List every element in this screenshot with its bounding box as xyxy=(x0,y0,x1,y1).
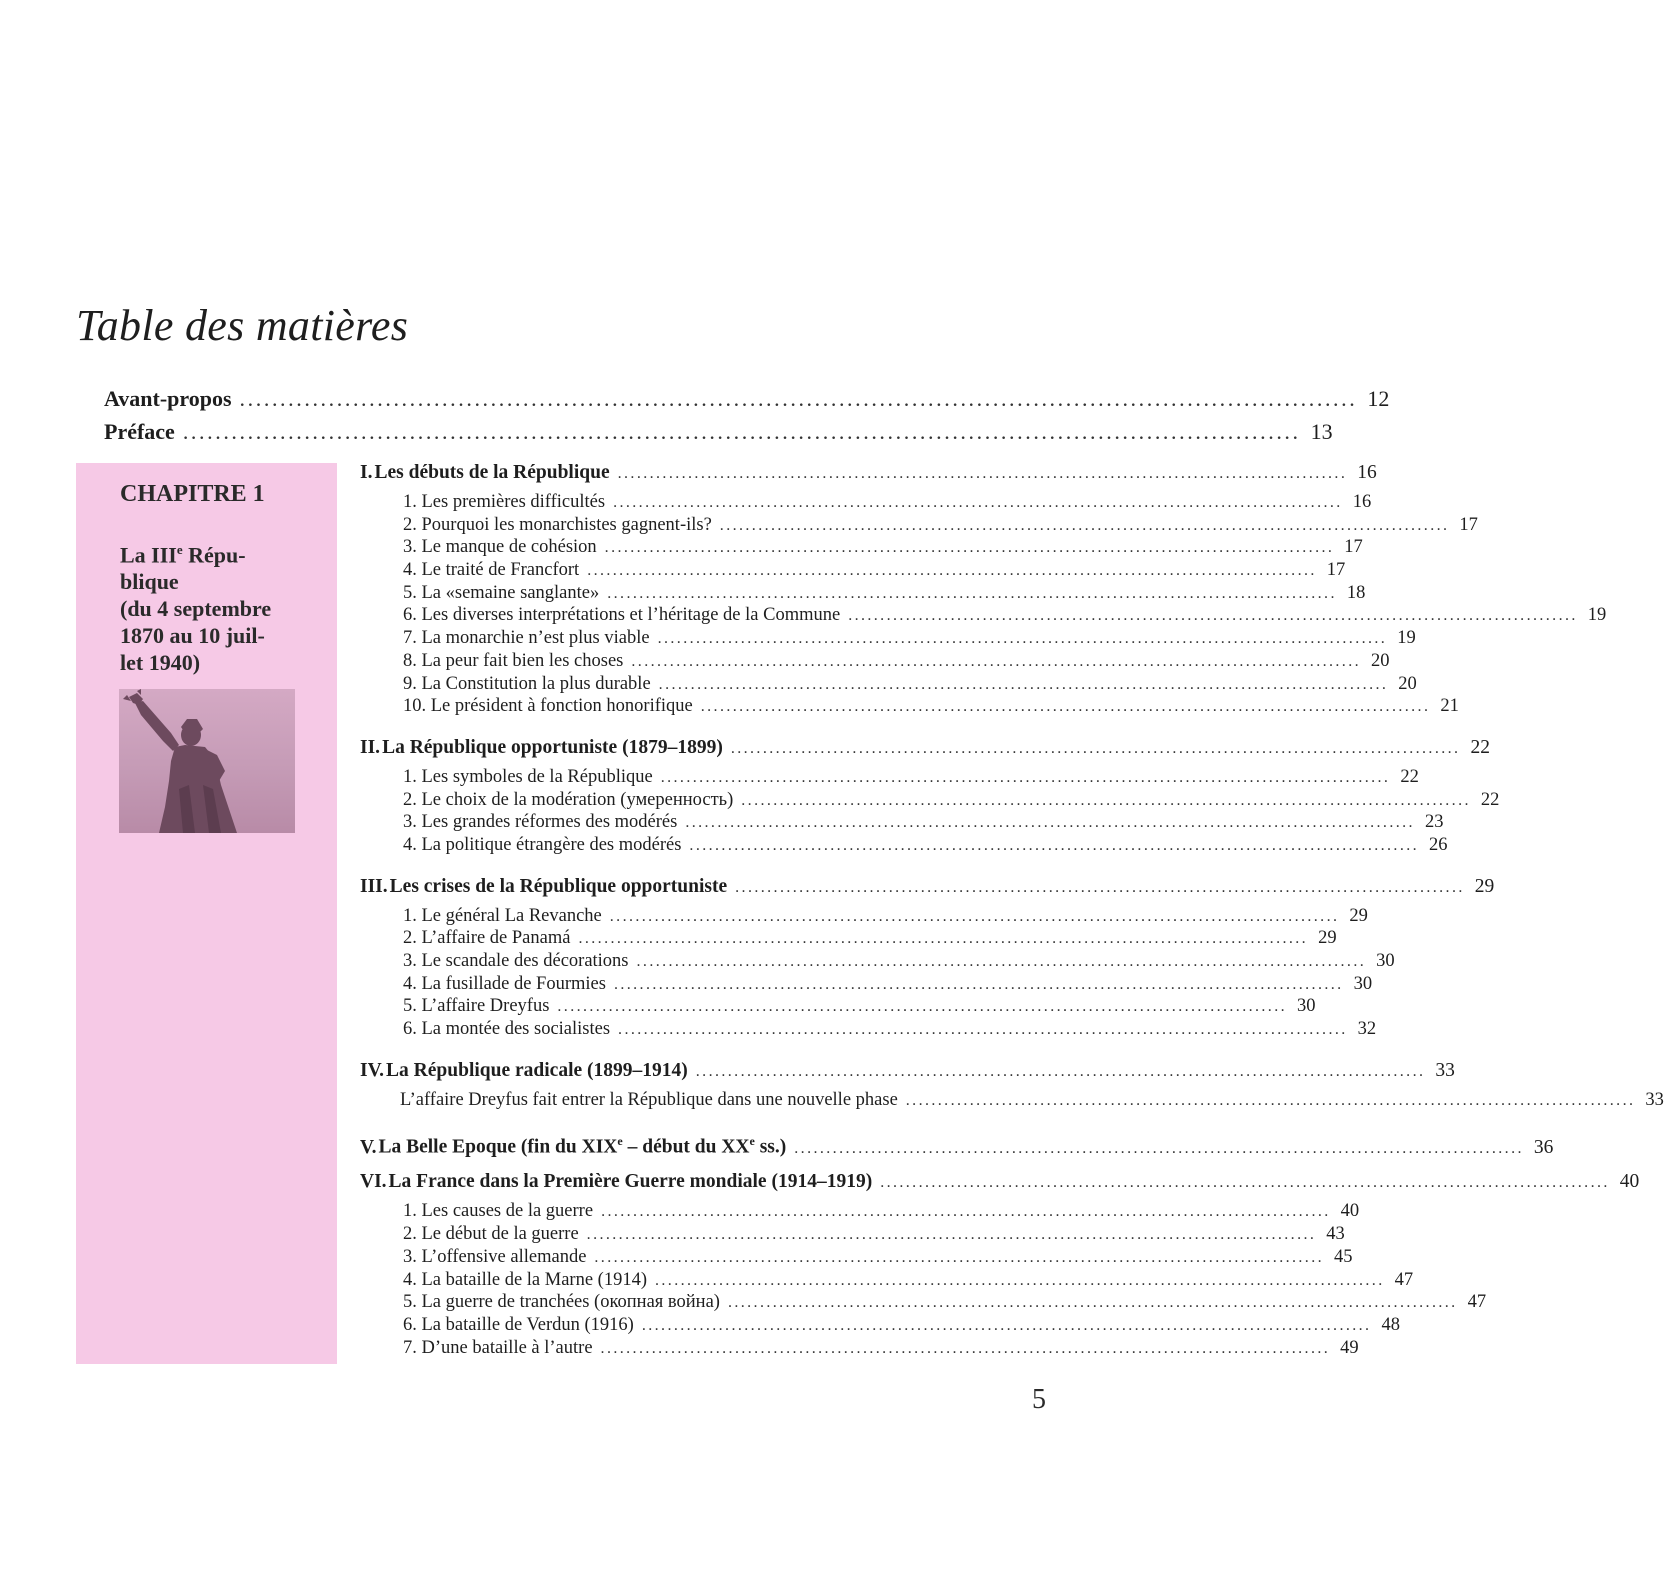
leader-dots: .................................................................................................................. xyxy=(685,814,1415,832)
toc-entry-preface[interactable] xyxy=(104,419,1333,445)
leader-dots: .................................................................................................................. xyxy=(617,465,1348,482)
toc-item-page: 19 xyxy=(1397,628,1416,649)
toc-section-6[interactable] xyxy=(360,1168,1640,1196)
toc-item-page: 30 xyxy=(1353,973,1373,994)
toc-item-label: 5. La guerre de tranchées (окопная война) xyxy=(403,1292,720,1313)
toc-item-label: 10. Le président à fonction honorifique xyxy=(403,696,693,717)
chapter-title xyxy=(120,536,310,676)
leader-dots: .................................................................................................................. xyxy=(600,1339,1331,1357)
leader-dots: .......................................................................................................................................... xyxy=(182,419,1301,444)
section-page: 40 xyxy=(1619,1171,1640,1193)
leader-dots: .................................................................................................................. xyxy=(655,1271,1385,1289)
toc-item[interactable] xyxy=(360,650,1390,673)
toc-item-page: 23 xyxy=(1424,812,1444,833)
toc-item-page: 17 xyxy=(1459,514,1478,535)
leader-dots: .................................................................................................................. xyxy=(631,652,1361,670)
toc-item-label: 2. L’affaire de Panamá xyxy=(403,928,571,949)
toc-item[interactable] xyxy=(360,905,1368,928)
section-number: III. xyxy=(360,875,388,897)
toc-item[interactable] xyxy=(360,491,1372,514)
marianne-statue-icon xyxy=(119,689,295,833)
section-label-part: – début du XX xyxy=(622,1136,750,1158)
leader-dots: .................................................................................................................. xyxy=(613,975,1344,993)
toc-item[interactable] xyxy=(360,514,1478,537)
toc-section-5[interactable] xyxy=(360,1127,1554,1158)
toc-item-label: 2. Le choix de la modération (умеренность) xyxy=(403,789,734,810)
chapter-title-part: let 1940) xyxy=(120,650,201,676)
leader-dots: .................................................................................................................. xyxy=(604,539,1335,557)
toc-item[interactable] xyxy=(360,1246,1353,1269)
toc-item[interactable] xyxy=(360,811,1444,834)
toc-item[interactable] xyxy=(360,927,1337,950)
toc-item-page: 45 xyxy=(1334,1246,1353,1267)
leader-dots: .................................................................................................................. xyxy=(660,768,1391,786)
toc-item-page: 26 xyxy=(1429,834,1448,855)
section-page: 22 xyxy=(1470,736,1490,758)
toc-item[interactable] xyxy=(360,1200,1360,1223)
toc-item-label: 7. La monarchie n’est plus viable xyxy=(403,628,650,649)
toc-item-label: 5. La «semaine sanglante» xyxy=(403,582,600,603)
leader-dots: .................................................................................................................. xyxy=(735,878,1465,896)
section-page: 36 xyxy=(1533,1136,1554,1158)
leader-dots: .................................................................................................................. xyxy=(700,698,1431,716)
toc-item[interactable] xyxy=(360,1314,1400,1337)
toc-item-label: 4. La fusillade de Fourmies xyxy=(403,973,606,994)
toc-item[interactable] xyxy=(360,995,1316,1018)
toc-item-page: 32 xyxy=(1357,1019,1377,1040)
toc-item[interactable] xyxy=(360,1089,1664,1112)
section-number: V. xyxy=(360,1136,377,1158)
toc-item-label: 9. La Constitution la plus durable xyxy=(403,673,651,694)
chapter-title-part: 1870 au 10 juil- xyxy=(120,623,265,649)
section-page: 33 xyxy=(1435,1059,1455,1081)
section-page: 29 xyxy=(1474,875,1495,897)
toc-item-label: L’affaire Dreyfus fait entrer la République dans une nouvelle phase xyxy=(400,1089,898,1110)
toc-entry-avant-propos[interactable] xyxy=(104,386,1390,412)
leader-dots: .................................................................................................................. xyxy=(609,907,1340,925)
leader-dots: .................................................................................................................. xyxy=(730,739,1461,757)
toc-item[interactable] xyxy=(360,1337,1359,1360)
toc-item-label: 4. La politique étrangère des modérés xyxy=(403,834,682,855)
toc-entry-label: Avant-propos xyxy=(104,386,232,411)
toc-item-label: 3. Le manque de cohésion xyxy=(403,537,597,558)
toc-item-label: 3. Les grandes réformes des modérés xyxy=(403,812,678,833)
toc-item-label: 8. La peur fait bien les choses xyxy=(403,650,624,671)
toc-item-page: 20 xyxy=(1371,650,1390,671)
toc-item[interactable] xyxy=(360,604,1607,627)
leader-dots: .................................................................................................................. xyxy=(848,607,1578,625)
toc-item-page: 29 xyxy=(1349,905,1368,926)
toc-item-label: 7. D’une bataille à l’autre xyxy=(403,1337,593,1358)
toc-item[interactable] xyxy=(360,1223,1345,1246)
toc-item[interactable] xyxy=(360,673,1417,696)
leader-dots: .................................................................................................................. xyxy=(741,791,1471,809)
toc-item-page: 18 xyxy=(1346,582,1366,603)
toc-item[interactable] xyxy=(360,1269,1414,1292)
leader-dots: .................................................................................................................. xyxy=(613,494,1343,511)
toc-section-4[interactable] xyxy=(360,1057,1455,1085)
leader-dots: .................................................................................................................. xyxy=(607,584,1337,602)
toc-item[interactable] xyxy=(360,695,1459,718)
section-number: II. xyxy=(360,736,381,758)
section-label: Les débuts de la République xyxy=(374,462,610,483)
page-number: 5 xyxy=(1032,1384,1046,1415)
leader-dots: .................................................................................................................. xyxy=(727,1294,1458,1312)
section-label-part: La Belle Epoque (fin du XIX xyxy=(378,1136,618,1158)
section-label: La République radicale (1899–1914) xyxy=(386,1059,688,1081)
toc-item-label: 5. L’affaire Dreyfus xyxy=(403,996,550,1017)
leader-dots: .................................................................................................................. xyxy=(636,953,1367,970)
leader-dots: .................................................................................................................. xyxy=(695,1062,1426,1080)
leader-dots: .................................................................................................................. xyxy=(586,1226,1317,1244)
toc-entry-page: 13 xyxy=(1310,419,1333,444)
leader-dots: .................................................................................................................. xyxy=(594,1248,1325,1266)
chapter-title-part: blique xyxy=(120,569,179,595)
toc-item-label: 2. Le début de la guerre xyxy=(403,1224,579,1245)
section-number: IV. xyxy=(360,1059,385,1081)
toc-item-label: 6. Les diverses interprétations et l’héritage de la Commune xyxy=(403,605,841,626)
toc-item-page: 47 xyxy=(1467,1292,1487,1313)
table-of-contents xyxy=(360,459,1664,1359)
chapter-title-part: La III xyxy=(120,542,177,568)
leader-dots: .................................................................................................................. xyxy=(618,1021,1348,1039)
toc-item-label: 1. Les causes de la guerre xyxy=(403,1201,594,1222)
toc-item-label: 1. Les symboles de la République xyxy=(403,766,653,787)
leader-dots: .......................................................................................................................................... xyxy=(239,386,1358,411)
chapter-label: CHAPITRE 1 xyxy=(120,481,265,507)
toc-item[interactable] xyxy=(360,950,1395,973)
leader-dots: .................................................................................................................. xyxy=(578,930,1309,948)
toc-item-page: 30 xyxy=(1376,951,1395,971)
leader-dots: .................................................................................................................. xyxy=(601,1203,1331,1221)
toc-item[interactable] xyxy=(360,627,1416,650)
toc-item-label: 3. L’offensive allemande xyxy=(403,1246,587,1267)
leader-dots: .................................................................................................................. xyxy=(719,516,1450,534)
toc-item-page: 16 xyxy=(1352,492,1372,512)
toc-item-page: 22 xyxy=(1480,789,1500,810)
toc-section-1[interactable] xyxy=(360,459,1377,487)
leader-dots: .................................................................................................................. xyxy=(794,1139,1524,1157)
toc-item-page: 17 xyxy=(1344,537,1363,558)
toc-entry-label: Préface xyxy=(104,419,175,444)
toc-item-label: 2. Pourquoi les monarchistes gagnent-ils? xyxy=(403,514,712,535)
toc-item-page: 17 xyxy=(1326,560,1346,581)
section-page: 16 xyxy=(1357,462,1377,483)
toc-item-page: 43 xyxy=(1326,1224,1345,1245)
section-label: Les crises de la République opportuniste xyxy=(389,875,728,897)
leader-dots: .................................................................................................................. xyxy=(587,562,1317,580)
toc-item-label: 4. La bataille de la Marne (1914) xyxy=(403,1269,647,1290)
toc-item-page: 40 xyxy=(1340,1201,1360,1222)
section-label: La France dans la Première Guerre mondiale (1914–1919) xyxy=(388,1171,873,1193)
toc-item-page: 21 xyxy=(1440,696,1459,717)
leader-dots: .................................................................................................................. xyxy=(689,836,1420,854)
leader-dots: .................................................................................................................. xyxy=(905,1091,1636,1109)
toc-item-label: 6. La bataille de Verdun (1916) xyxy=(403,1314,634,1335)
toc-item-label: 6. La montée des socialistes xyxy=(403,1019,611,1040)
section-label-sup: e xyxy=(749,1134,755,1149)
leader-dots: .................................................................................................................. xyxy=(557,998,1288,1016)
toc-item-page: 29 xyxy=(1318,928,1337,949)
toc-item-page: 30 xyxy=(1297,996,1316,1017)
chapter-title-part: Répu- xyxy=(182,542,246,568)
toc-item-label: 1. Les premières difficultés xyxy=(403,492,606,512)
toc-item-page: 48 xyxy=(1381,1314,1400,1335)
toc-item-page: 20 xyxy=(1398,673,1417,694)
toc-item[interactable] xyxy=(360,1018,1377,1041)
section-number: I. xyxy=(360,462,373,483)
toc-item-label: 3. Le scandale des décorations xyxy=(403,951,629,971)
toc-item[interactable] xyxy=(360,582,1366,605)
leader-dots: .................................................................................................................. xyxy=(657,630,1388,648)
toc-item-page: 47 xyxy=(1394,1269,1414,1290)
toc-entry-page: 12 xyxy=(1367,386,1390,411)
section-number: VI. xyxy=(360,1171,387,1193)
leader-dots: .................................................................................................................. xyxy=(641,1316,1372,1334)
section-label xyxy=(378,1127,786,1162)
toc-item-page: 33 xyxy=(1645,1089,1664,1110)
toc-section-3[interactable] xyxy=(360,873,1495,901)
toc-item-label: 4. Le traité de Francfort xyxy=(403,560,580,581)
page-title: Table des matières xyxy=(76,301,409,350)
toc-item[interactable] xyxy=(360,536,1363,559)
toc-section-2[interactable] xyxy=(360,734,1490,762)
toc-item[interactable] xyxy=(360,789,1500,812)
section-label-sup: e xyxy=(617,1134,623,1149)
toc-item[interactable] xyxy=(360,559,1346,582)
toc-item[interactable] xyxy=(360,973,1373,996)
leader-dots: .................................................................................................................. xyxy=(658,675,1389,693)
leader-dots: .................................................................................................................. xyxy=(880,1174,1610,1192)
chapter-title-part: (du 4 septembre xyxy=(120,596,272,622)
chapter-title-sup: e xyxy=(176,542,183,557)
chapter-panel xyxy=(76,463,337,1364)
toc-item[interactable] xyxy=(360,1291,1487,1314)
section-label: La République opportuniste (1879–1899) xyxy=(382,736,723,758)
toc-item-page: 22 xyxy=(1400,766,1419,787)
section-label-part: ss.) xyxy=(754,1136,787,1158)
toc-item-page: 19 xyxy=(1587,605,1607,626)
toc-item[interactable] xyxy=(360,766,1419,789)
toc-item-label: 1. Le général La Revanche xyxy=(403,905,602,926)
toc-item-page: 49 xyxy=(1340,1337,1359,1358)
toc-item[interactable] xyxy=(360,834,1448,857)
